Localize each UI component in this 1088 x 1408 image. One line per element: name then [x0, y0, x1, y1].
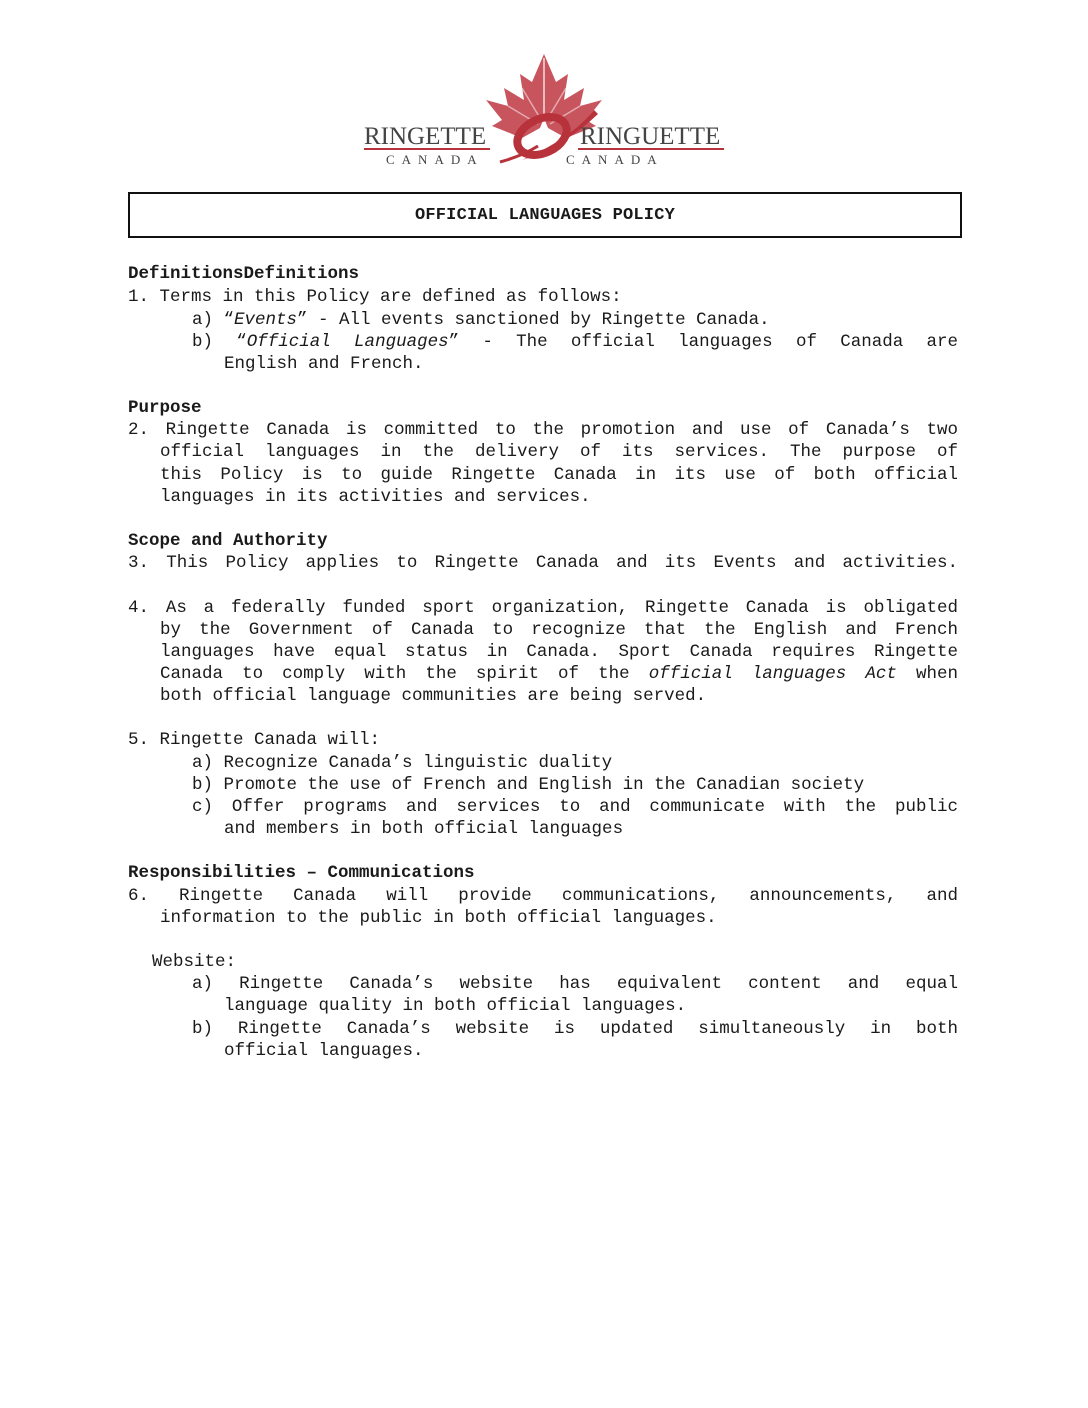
- clause-6-line-2: information to the public in both official languages.: [160, 908, 717, 928]
- clause-2-line-2: official languages in the delivery of its services. The purpose of: [160, 442, 958, 462]
- clause-3: 3. This Policy applies to Ringette Canada and its Events and activities.: [128, 553, 958, 573]
- heading-responsibilities-communications: Responsibilities – Communications: [128, 863, 475, 883]
- clause-4-line-3: languages have equal status in Canada. Sport Canada requires Ringette: [160, 642, 958, 662]
- clause-4-line-1: 4. As a federally funded sport organization, Ringette Canada is obligated: [128, 598, 958, 618]
- clause-5-c-line-2: and members in both official languages: [224, 819, 624, 839]
- definition-events: a) “Events” - All events sanctioned by Ringette Canada.: [192, 310, 770, 330]
- clause-5-a: a) Recognize Canada’s linguistic duality: [192, 753, 613, 773]
- website-a-line-1: a) Ringette Canada’s website has equivalent content and equal: [192, 974, 958, 994]
- heading-scope-authority: Scope and Authority: [128, 531, 328, 551]
- clause-6-line-1: 6. Ringette Canada will provide communications, announcements, and: [128, 886, 958, 906]
- policy-title: OFFICIAL LANGUAGES POLICY: [414, 205, 676, 225]
- clause-2-line-3: this Policy is to guide Ringette Canada in its use of both official: [160, 465, 958, 485]
- clause-5-b: b) Promote the use of French and English in the Canadian society: [192, 775, 865, 795]
- website-a-line-2: language quality in both official languages.: [224, 996, 687, 1016]
- ringette-canada-logo: [362, 48, 726, 168]
- website-label: Website:: [152, 952, 237, 972]
- clause-5: 5. Ringette Canada will:: [128, 730, 381, 750]
- clause-4-line-4: Canada to comply with the spirit of the official languages Act when: [160, 664, 958, 684]
- website-b-line-1: b) Ringette Canada’s website is updated simultaneously in both: [192, 1019, 958, 1039]
- logo-left-text: RINGETTE: [364, 123, 487, 150]
- clause-4-line-5: both official language communities are being served.: [160, 686, 707, 706]
- heading-purpose: Purpose: [128, 398, 202, 418]
- definition-official-languages: b) “Official Languages” - The official languages of Canada are: [192, 332, 958, 352]
- logo-right-text: RINGUETTE: [580, 123, 721, 150]
- website-b-line-2: official languages.: [224, 1041, 424, 1061]
- heading-definitions: DefinitionsDefinitions: [128, 264, 360, 284]
- clause-4-line-2: by the Government of Canada to recognize that the English and French: [160, 620, 958, 640]
- policy-title-box: [128, 192, 962, 238]
- clause-1: 1. Terms in this Policy are defined as follows:: [128, 287, 622, 307]
- clause-5-c-line-1: c) Offer programs and services to and communicate with the public: [192, 797, 958, 817]
- logo-left-sub: CANADA: [386, 152, 484, 167]
- definition-official-languages-cont: English and French.: [224, 354, 424, 374]
- logo-right-sub: CANADA: [566, 152, 664, 167]
- clause-2-line-1: 2. Ringette Canada is committed to the promotion and use of Canada’s two: [128, 420, 958, 440]
- clause-2-line-4: languages in its activities and services.: [160, 487, 591, 507]
